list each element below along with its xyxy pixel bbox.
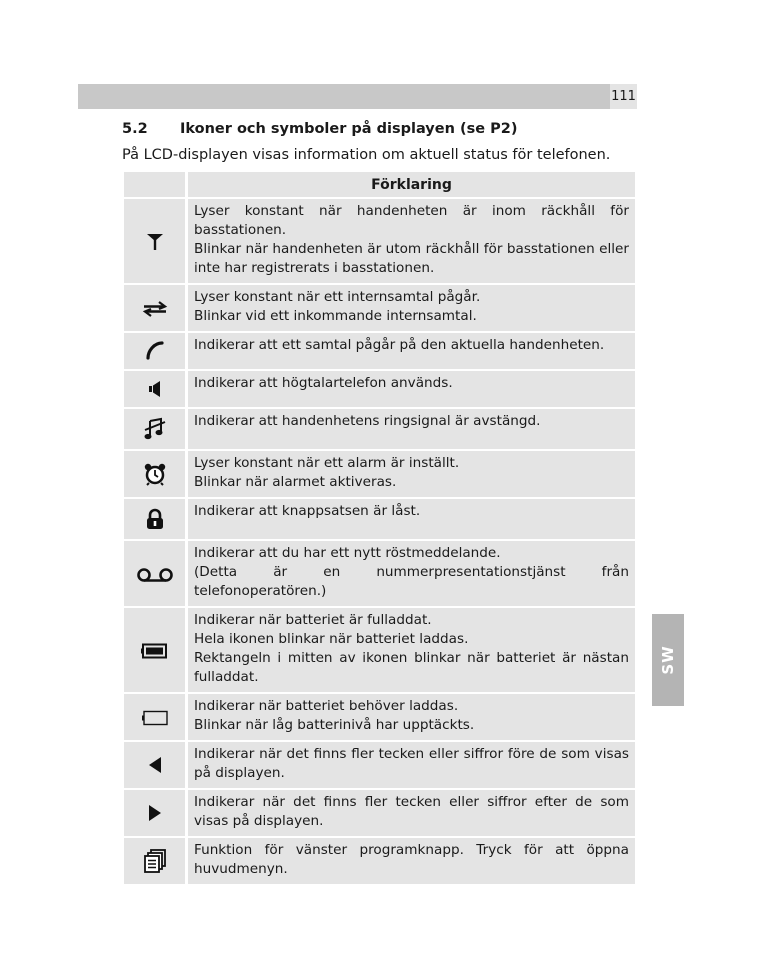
icon-cell xyxy=(124,499,185,539)
table-row xyxy=(124,499,635,539)
section-number: 5.2 xyxy=(122,121,148,137)
description-line: Funktion för vänster programknapp. Tryck för att öppna huvudmenyn. xyxy=(194,842,629,877)
description-cell xyxy=(185,742,635,788)
icon-cell xyxy=(124,371,185,407)
internal-call-icon xyxy=(142,300,168,318)
description-line: Blinkar vid ett inkommande internsamtal. xyxy=(194,308,477,324)
icon-cell xyxy=(124,333,185,369)
icon-cell xyxy=(124,199,185,283)
icon-cell xyxy=(124,742,185,788)
page-number: 111 xyxy=(610,84,637,109)
description-line: Lyser konstant när ett alarm är inställt. xyxy=(194,455,460,471)
voicemail-icon xyxy=(136,567,174,583)
battery-empty-icon xyxy=(141,710,169,726)
icon-column-header xyxy=(124,172,185,197)
language-tab-label: SW xyxy=(659,645,677,675)
icon-cell xyxy=(124,285,185,331)
icon-cell xyxy=(124,694,185,740)
arrow-left-icon xyxy=(147,755,163,775)
padlock-icon xyxy=(145,508,165,530)
description-line: Blinkar när låg batterinivå har upptäckts. xyxy=(194,717,475,733)
language-tab xyxy=(652,614,684,706)
section-title: Ikoner och symboler på displayen (se P2) xyxy=(180,121,518,137)
battery-full-icon xyxy=(141,643,169,659)
description-cell xyxy=(185,199,635,283)
description-line: Rektangeln i mitten av ikonen blinkar när batteriet är nästan fulladdat. xyxy=(194,650,629,685)
table-row xyxy=(124,285,635,331)
handset-icon xyxy=(144,340,166,362)
description-line: Indikerar när det finns fler tecken eller siffror efter de som visas på displayen. xyxy=(194,794,629,829)
icon-cell xyxy=(124,790,185,836)
table-row xyxy=(124,608,635,692)
description-cell xyxy=(185,541,635,606)
section-intro: På LCD-displayen visas information om aktuell status för telefonen. xyxy=(122,147,611,163)
description-cell xyxy=(185,333,635,369)
description-line: (Detta är en nummerpresentationstjänst från telefonoperatören.) xyxy=(194,564,629,599)
icon-cell xyxy=(124,409,185,449)
table-row xyxy=(124,694,635,740)
description-cell xyxy=(185,451,635,497)
icon-cell xyxy=(124,451,185,497)
icon-cell xyxy=(124,541,185,606)
table-row xyxy=(124,541,635,606)
speaker-icon xyxy=(147,379,163,399)
description-line: Indikerar när det finns fler tecken eller siffror före de som visas på displayen. xyxy=(194,746,629,781)
table-row xyxy=(124,451,635,497)
description-line: Indikerar att knappsatsen är låst. xyxy=(194,503,421,519)
ringer-off-icon xyxy=(142,416,168,442)
header-bar xyxy=(78,84,610,109)
alarm-clock-icon xyxy=(143,462,167,486)
explanation-column-header: Förklaring xyxy=(185,172,635,197)
description-cell xyxy=(185,285,635,331)
description-cell xyxy=(185,838,635,884)
description-line: Indikerar att handenhetens ringsignal är avstängd. xyxy=(194,413,541,429)
table-row xyxy=(124,838,635,884)
table-row xyxy=(124,371,635,407)
description-line: Lyser konstant när ett internsamtal pågår. xyxy=(194,289,481,305)
table-header-row xyxy=(124,172,635,197)
description-cell xyxy=(185,371,635,407)
description-line: Indikerar när batteriet är fulladdat. xyxy=(194,612,432,628)
description-cell xyxy=(185,409,635,449)
description-cell xyxy=(185,790,635,836)
table-row xyxy=(124,333,635,369)
menu-icon xyxy=(142,848,168,874)
table-row xyxy=(124,199,635,283)
description-line: Blinkar när handenheten är utom räckhåll för basstationen eller inte har registrerats i basstationen. xyxy=(194,241,629,276)
section-heading xyxy=(122,121,517,137)
description-line: Indikerar att ett samtal pågår på den aktuella handenheten. xyxy=(194,337,605,353)
table-row xyxy=(124,409,635,449)
symbol-table xyxy=(124,170,635,886)
table-row xyxy=(124,742,635,788)
description-cell xyxy=(185,608,635,692)
description-line: Indikerar när batteriet behöver laddas. xyxy=(194,698,459,714)
table-row xyxy=(124,790,635,836)
description-line: Hela ikonen blinkar när batteriet laddas. xyxy=(194,631,469,647)
antenna-signal-icon xyxy=(145,231,165,251)
description-cell xyxy=(185,499,635,539)
icon-cell xyxy=(124,608,185,692)
description-line: Lyser konstant när handenheten är inom räckhåll för basstationen. xyxy=(194,203,629,238)
icon-cell xyxy=(124,838,185,884)
description-line: Indikerar att du har ett nytt röstmeddelande. xyxy=(194,545,501,561)
description-cell xyxy=(185,694,635,740)
description-line: Blinkar när alarmet aktiveras. xyxy=(194,474,397,490)
description-line: Indikerar att högtalartelefon används. xyxy=(194,375,453,391)
arrow-right-icon xyxy=(147,803,163,823)
